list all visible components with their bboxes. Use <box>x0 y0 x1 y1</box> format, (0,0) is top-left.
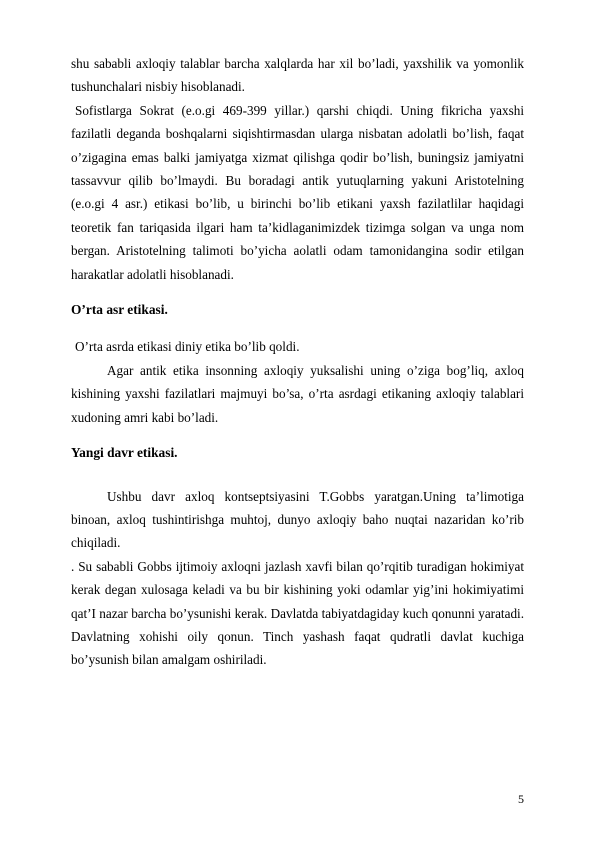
page-number: 5 <box>518 792 524 806</box>
heading-middle-ages-ethics: O’rta asr etikasi. <box>71 302 168 318</box>
page-content <box>71 52 524 672</box>
paragraph-2: Sofistlarga Sokrat (e.o.gi 469-399 yillar.) qarshi chiqdi. Uning fikricha yaxshi fazilatli deganda boshqalarni siqishtirmasdan ularga nisbatan adolatli bo’lish, faqat o’zigagina emas balki jamiyatga xizmat qilishga qodir bo’lish, buningsiz jamiyatni tassavvur qilib bo’lmaydi. Bu boradagi antik yutuqlarning yakuni Aristotelning (e.o.gi 4 asr.) etikasi bo’lib, u birinchi bo’lib etikani yaxsh fazilatlilar haqidagi teoretik fan tariqasida ilgari ham ta’kidlaganimizdek tizimga solgan va unga nom bergan. Aristotelning talimoti bo’yicha aolatli odam tamonidangina sodir etilgan harakatlar adolatli hisoblanadi. <box>71 102 524 282</box>
paragraph-3: O’rta asrda etikasi diniy etika bo’lib qoldi. <box>75 339 300 355</box>
paragraph-1: shu sababli axloqiy talablar barcha xalqlarda har xil bo’ladi, yaxshilik va yomonlik tushunchalari nisbiy hisoblanadi. <box>71 56 524 95</box>
paragraph-5: Ushbu davr axloq kontseptsiyasini T.Gobbs yaratgan.Uning ta’limotiga binoan, axloq tushintirishga muhtoj, dunyo axloqiy baho nuqtai nazaridan ko’rib chiqiladi. <box>71 488 524 551</box>
paragraph-4: Agar antik etika insonning axloqiy yuksalishi uning o’ziga bog’liq, axloq kishining yaxshi fazilatlari majmuyi bo’sa, o’rta asrdagi etikaning axloqiy talablari xudoning amri kabi bo’ladi. <box>71 362 524 425</box>
heading-new-era-ethics: Yangi davr etikasi. <box>71 445 178 461</box>
paragraph-6: . Su sababli Gobbs ijtimoiy axloqni jazlash xavfi bilan qo’rqitib turadigan hokimiyat kerak degan xulosaga keladi va bu bir kishining yoki odamlar yig’ini hokimiyatimi qat’I nazar barcha bo’ysunishi kerak. Davlatda tabiyatdagiday kuch qonunni yaratadi. Davlatning xohishi oily qonun. Tinch yashash faqat qudratli davlat kuchiga bo’ysunish bilan amalgam oshiriladi. <box>71 558 524 668</box>
